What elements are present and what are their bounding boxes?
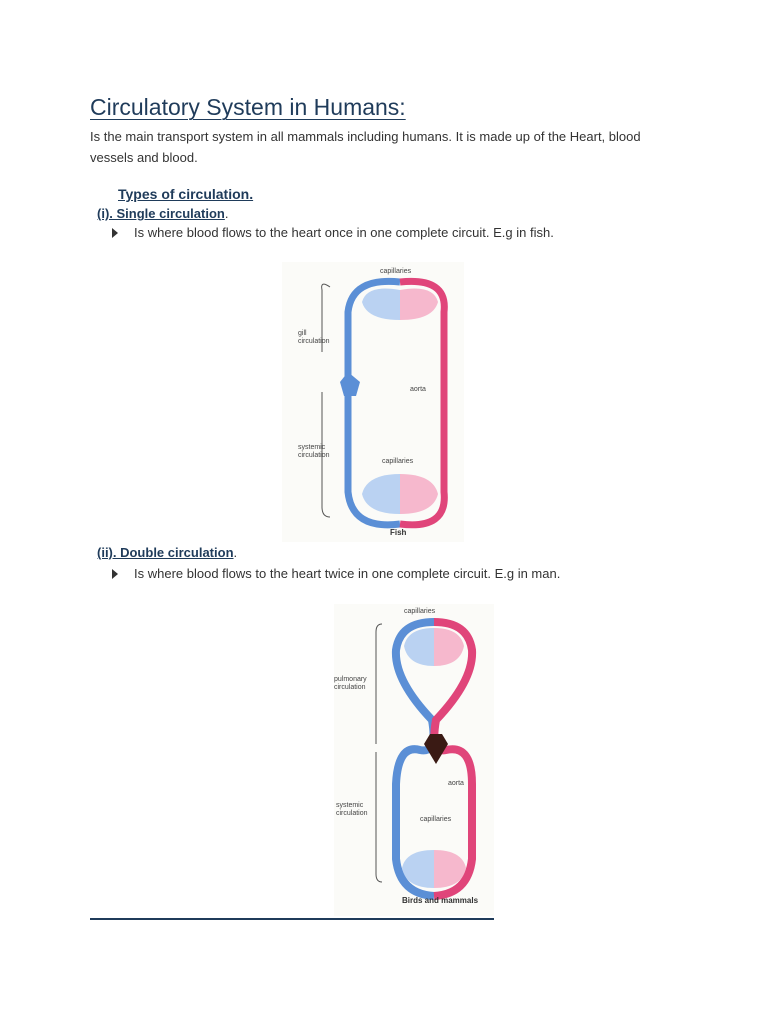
body-capillaries-venous [362,474,400,514]
single-circulation-heading-text: (i). Single circulation [97,206,225,221]
intro-paragraph: Is the main transport system in all mammals including humans. It is made up of the Heart, blood vessels and blood. [90,129,641,165]
double-circulation-heading [97,545,237,560]
double-top-capillaries-label: capillaries [404,608,436,615]
single-circulation-heading [97,206,228,221]
footer-divider [90,918,494,920]
fish-capillaries-label: capillaries [382,458,414,465]
fish-gill-label [298,330,330,346]
fish-gill-label-line2: circulation [298,338,330,345]
double-aorta-label: aorta [448,780,464,787]
pulmonary-label [334,676,367,692]
double-circulation-bullet [112,566,560,581]
gill-capillaries-venous [362,289,400,321]
double-systemic-label [336,802,368,818]
bullet-arrow-icon [112,569,118,579]
bird-heart [424,734,448,764]
double-capillaries-label: capillaries [420,816,452,823]
double-circulation-diagram [334,604,494,916]
double-circulation-heading-text: (ii). Double circulation [97,545,234,560]
fish-caption: Fish [390,528,407,537]
double-systemic-label-line2: circulation [336,810,368,817]
single-circulation-heading-punct: . [224,206,229,221]
double-systemic-label-line1: systemic [336,802,364,809]
fish-systemic-label [298,444,330,460]
bullet-arrow-icon [112,228,118,238]
lung-capillaries-arterial [434,628,464,666]
systemic-bracket-2 [376,752,382,882]
double-caption: Birds and mammals [402,896,479,905]
types-heading: Types of circulation. [118,186,254,202]
fish-systemic-label-line2: circulation [298,452,330,459]
fish-aorta-label: aorta [410,386,426,393]
page-title: Circulatory System in Humans: [90,94,406,120]
body-capillaries-arterial [400,474,438,514]
single-circulation-bullet [112,225,554,240]
double-circulation-bullet-text: Is where blood flows to the heart twice in one complete circuit. E.g in man. [134,566,561,581]
fish-top-capillaries-label: capillaries [380,268,412,275]
fish-gill-label-line1: gill [298,330,307,337]
lung-capillaries-venous [404,628,434,666]
pulmonary-label-line2: circulation [334,684,366,691]
pulmonary-label-line1: pulmonary [334,676,367,683]
double-circulation-svg [334,604,494,916]
single-circulation-bullet-text: Is where blood flows to the heart once in one complete circuit. E.g in fish. [134,225,554,240]
fish-systemic-label-line1: systemic [298,444,326,451]
pulmonary-bracket [376,624,382,744]
double-circulation-heading-punct: . [233,545,238,560]
fish-heart [340,372,360,396]
gill-capillaries-arterial [400,289,438,321]
fish-circulation-diagram [282,262,464,542]
fish-circulation-svg [282,262,464,542]
